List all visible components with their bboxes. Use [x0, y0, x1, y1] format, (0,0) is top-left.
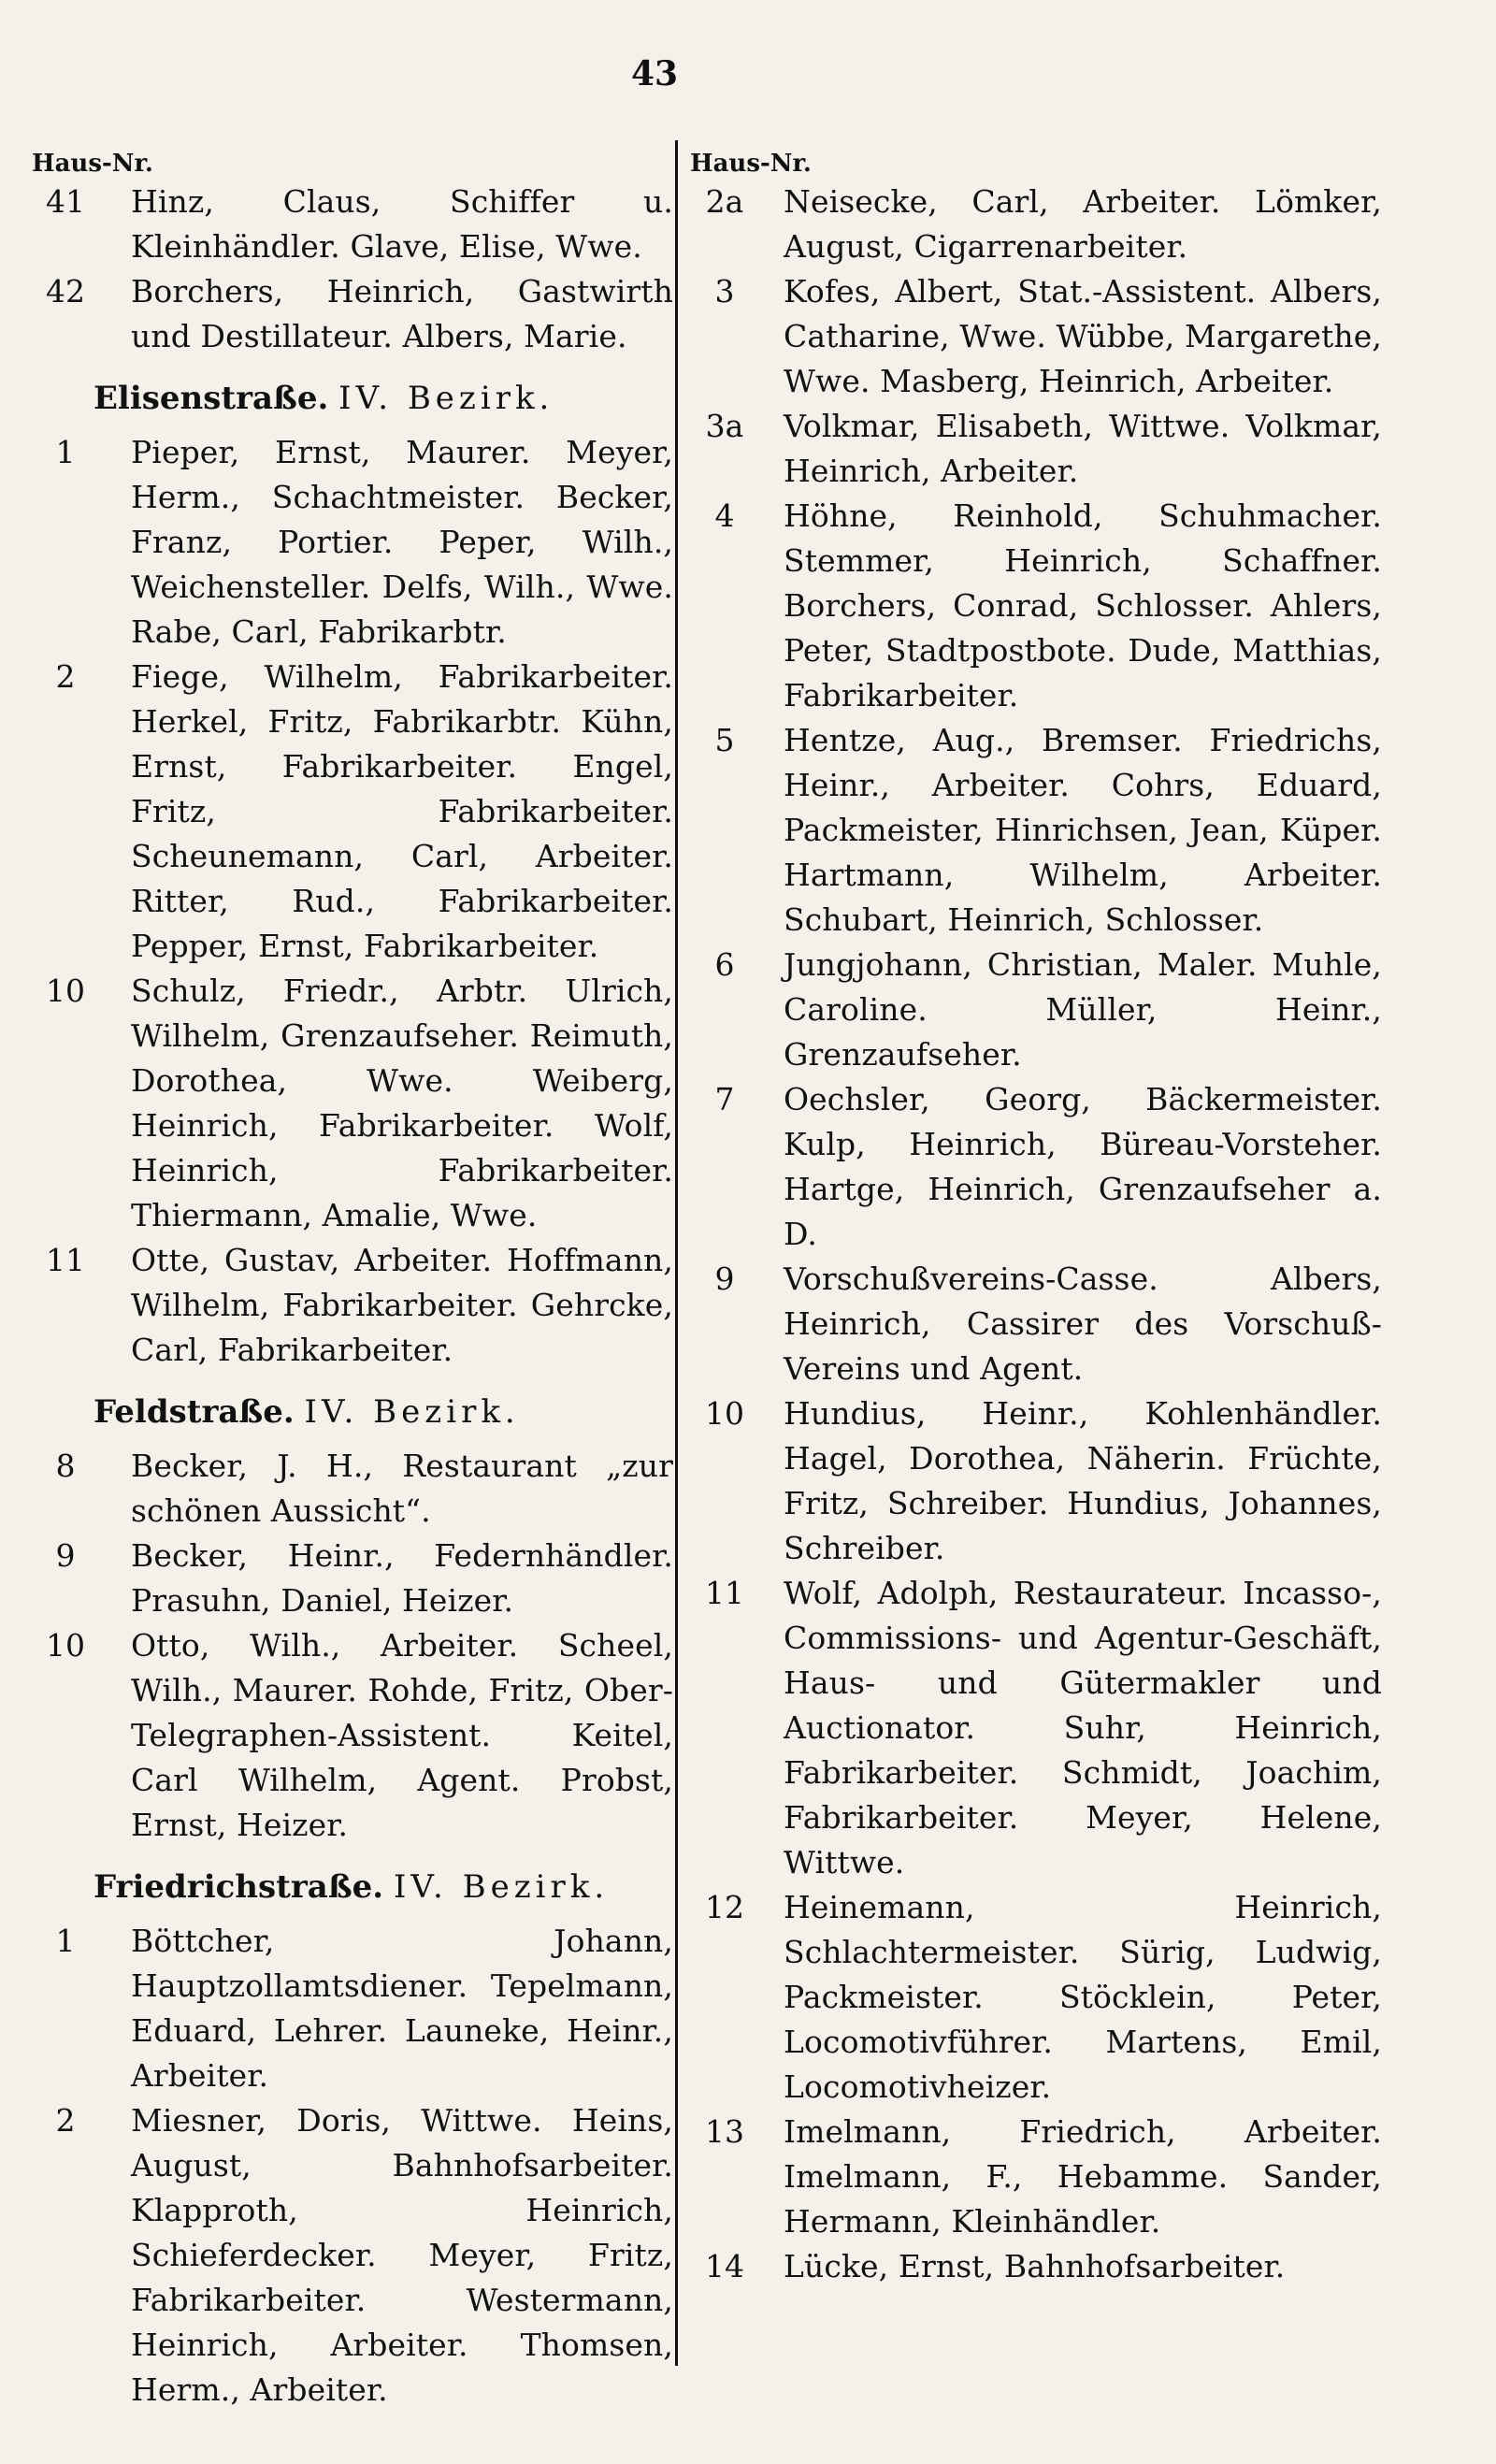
house-number: 11	[46, 1242, 85, 1278]
house-number: 1	[55, 434, 76, 470]
address-entry	[690, 1885, 1382, 2110]
resident-list: Höhne, Reinhold, Schuhmacher. Stemmer, Heinrich, Schaffner. Borchers, Conrad, Schlosser. Ahlers, Peter, Stadtpostbote. Dude, Matthias, Fabrikarbeiter.	[784, 497, 1382, 713]
address-entry	[26, 269, 673, 359]
house-number: 6	[714, 946, 735, 983]
address-entry	[26, 180, 673, 269]
house-number: 41	[46, 183, 85, 220]
house-number: 12	[705, 1889, 744, 1925]
resident-list: Miesner, Doris, Wittwe. Heins, August, Bahnhofsarbeiter. Klapproth, Heinrich, Schieferdecker. Meyer, Fritz, Fabrikarbeiter. Westermann, Heinrich, Arbeiter. Thomsen, Herm., Arbeiter.	[131, 2102, 673, 2408]
resident-list: Hundius, Heinr., Kohlenhändler. Hagel, Dorothea, Näherin. Früchte, Fritz, Schreiber. Hundius, Johannes, Schreiber.	[784, 1395, 1382, 1566]
resident-list: Otto, Wilh., Arbeiter. Scheel, Wilh., Maurer. Rohde, Fritz, Ober-Telegraphen-Assistent. Keitel, Carl Wilhelm, Agent. Probst, Ernst, Heizer.	[131, 1627, 673, 1843]
address-entry	[690, 2244, 1382, 2289]
resident-list: Neisecke, Carl, Arbeiter. Lömker, August, Cigarrenarbeiter.	[784, 183, 1382, 265]
address-entry	[26, 1534, 673, 1623]
resident-list: Pieper, Ernst, Maurer. Meyer, Herm., Schachtmeister. Becker, Franz, Portier. Peper, Wilh., Weichensteller. Delfs, Wilh., Wwe. Rabe, Carl, Fabrikarbtr.	[131, 434, 673, 650]
house-number: 3	[714, 273, 735, 310]
address-entry	[690, 269, 1382, 404]
page-number: 43	[630, 54, 679, 94]
resident-list: Oechsler, Georg, Bäckermeister. Kulp, Heinrich, Büreau-Vorsteher. Hartge, Heinrich, Grenzaufseher a. D.	[784, 1081, 1382, 1252]
resident-list: Lücke, Ernst, Bahnhofsarbeiter.	[784, 2248, 1286, 2284]
resident-list: Borchers, Heinrich, Gastwirth und Destillateur. Albers, Marie.	[131, 273, 673, 354]
street-name: Friedrichstraße.	[94, 1868, 384, 1906]
resident-list: Fiege, Wilhelm, Fabrikarbeiter. Herkel, Fritz, Fabrikarbtr. Kühn, Ernst, Fabrikarbeiter. Engel, Fritz, Fabrikarbeiter. Scheunemann, Carl, Arbeiter. Ritter, Rud., Fabrikarbeiter. Pepper, Ernst, Fabrikarbeiter.	[131, 658, 673, 964]
address-entry	[690, 1571, 1382, 1885]
address-entry	[26, 1623, 673, 1848]
street-header	[26, 376, 673, 421]
column-divider	[675, 140, 678, 2366]
address-entry	[690, 494, 1382, 718]
resident-list: Otte, Gustav, Arbeiter. Hoffmann, Wilhelm, Fabrikarbeiter. Gehrcke, Carl, Fabrikarbeiter.	[131, 1242, 673, 1368]
resident-list: Kofes, Albert, Stat.-Assistent. Albers, Catharine, Wwe. Wübbe, Margarethe, Wwe. Masberg, Heinrich, Arbeiter.	[784, 273, 1382, 399]
left-column	[26, 150, 673, 2413]
address-entry	[26, 2098, 673, 2413]
house-number: 5	[714, 722, 735, 758]
house-number: 4	[714, 497, 735, 534]
address-entry	[26, 655, 673, 969]
address-entry	[26, 1919, 673, 2098]
district-label: IV. Bezirk.	[304, 1393, 520, 1431]
house-number: 14	[705, 2248, 744, 2284]
resident-list: Schulz, Friedr., Arbtr. Ulrich, Wilhelm, Grenzaufseher. Reimuth, Dorothea, Wwe. Weiberg, Heinrich, Fabrikarbeiter. Wolf, Heinrich, Fabrikarbeiter. Thiermann, Amalie, Wwe.	[131, 973, 673, 1233]
address-entry	[26, 430, 673, 655]
resident-list: Becker, J. H., Restaurant „zur schönen Aussicht“.	[131, 1448, 673, 1529]
street-name: Feldstraße.	[94, 1393, 295, 1431]
right-column	[690, 150, 1382, 2289]
district-label: IV. Bezirk.	[338, 380, 554, 417]
resident-list: Imelmann, Friedrich, Arbeiter. Imelmann, F., Hebamme. Sander, Hermann, Kleinhändler.	[784, 2113, 1382, 2240]
address-entry	[690, 404, 1382, 494]
house-number: 1	[55, 1923, 76, 1959]
street-name: Elisenstraße.	[94, 380, 329, 417]
street-header	[26, 1865, 673, 1909]
house-number: 2	[55, 2102, 76, 2139]
house-number: 9	[714, 1261, 735, 1297]
resident-list: Volkmar, Elisabeth, Wittwe. Volkmar, Heinrich, Arbeiter.	[784, 408, 1382, 489]
address-entry	[26, 1238, 673, 1373]
house-number: 11	[705, 1575, 744, 1611]
resident-list: Hentze, Aug., Bremser. Friedrichs, Heinr., Arbeiter. Cohrs, Eduard, Packmeister, Hinrichsen, Jean, Küper. Hartmann, Wilhelm, Arbeiter. Schubart, Heinrich, Schlosser.	[784, 722, 1382, 938]
resident-list: Wolf, Adolph, Restaurateur. Incasso-, Commissions- und Agentur-Geschäft, Haus- und Gütermakler und Auctionator. Suhr, Heinrich, Fabrikarbeiter. Schmidt, Joachim, Fabrikarbeiter. Meyer, Helene, Wittwe.	[784, 1575, 1382, 1880]
resident-list: Jungjohann, Christian, Maler. Muhle, Caroline. Müller, Heinr., Grenzaufseher.	[784, 946, 1382, 1073]
house-number: 2	[55, 658, 76, 695]
house-number-label: Haus-Nr.	[690, 150, 812, 178]
house-number: 10	[46, 973, 85, 1009]
house-number: 10	[46, 1627, 85, 1664]
resident-list: Vorschußvereins-Casse. Albers, Heinrich, Cassirer des Vorschuß-Vereins und Agent.	[784, 1261, 1382, 1387]
address-entry	[690, 1077, 1382, 1257]
house-number-label: Haus-Nr.	[32, 150, 153, 178]
house-number: 2a	[705, 183, 744, 220]
street-header	[26, 1390, 673, 1434]
resident-list: Böttcher, Johann, Hauptzollamtsdiener. Tepelmann, Eduard, Lehrer. Launeke, Heinr., Arbeiter.	[131, 1923, 673, 2094]
address-entry	[690, 1257, 1382, 1391]
address-entry	[690, 718, 1382, 943]
resident-list: Becker, Heinr., Federnhändler. Prasuhn, Daniel, Heizer.	[131, 1537, 673, 1619]
house-number: 3a	[705, 408, 744, 444]
address-entry	[690, 180, 1382, 269]
address-entry	[690, 2110, 1382, 2244]
address-entry	[690, 1391, 1382, 1571]
address-entry	[26, 1444, 673, 1534]
resident-list: Hinz, Claus, Schiffer u. Kleinhändler. Glave, Elise, Wwe.	[131, 183, 673, 265]
house-number: 7	[714, 1081, 735, 1117]
resident-list: Heinemann, Heinrich, Schlachtermeister. Sürig, Ludwig, Packmeister. Stöcklein, Peter, Locomotivführer. Martens, Emil, Locomotivheizer.	[784, 1889, 1382, 2105]
house-number: 8	[55, 1448, 76, 1484]
address-entry	[690, 943, 1382, 1077]
house-number: 13	[705, 2113, 744, 2150]
house-number: 9	[55, 1537, 76, 1574]
district-label: IV. Bezirk.	[393, 1868, 610, 1906]
address-entry	[26, 969, 673, 1238]
house-number: 10	[705, 1395, 744, 1432]
house-number: 42	[46, 273, 85, 310]
